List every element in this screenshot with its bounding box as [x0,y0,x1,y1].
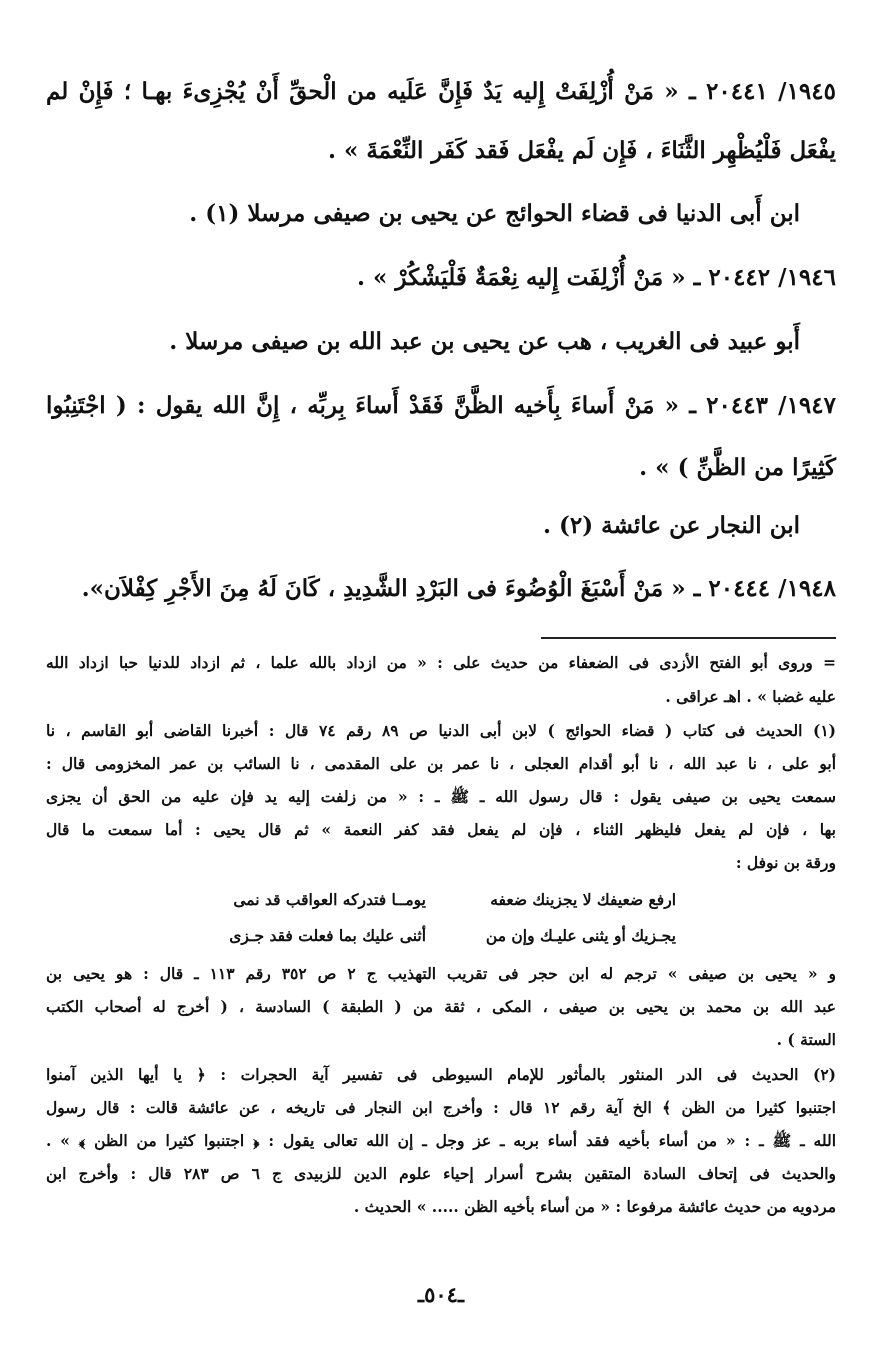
entry-1947-line-1: ١٩٤٧/ ٢٠٤٤٣ ـ « مَنْ أَساءَ بِأَخيه الظَّنَّ فَقَدْ أَساءَ بِربِّه ، إِنَّ الله يقول : ( اجْتَنِبُوا [46,392,836,419]
footnote-2-line-5: مردويه من حديث عائشة مرفوعا : « من أساء بأخيه الظن ..... » الحديث . [353,1197,836,1216]
page-number: ـ٥٠٤ـ [417,1282,465,1307]
footnote-1-line-3: سمعت يحيى بن صيفى يقول : قال رسول الله ـ ﷺ ـ : « من زلفت إليه يد فإن عليه من الحق أن يجزى [46,787,836,806]
footnote-1-line-1: (١) الحديث فى كتاب ( قضاء الحوائج ) لابن أبى الدنيا ص ٨٩ رقم ٧٤ قال : أخبرنا القاضى أبو القاسم ، نا [46,721,836,740]
footnote-1-tail-line-2: عبد الله بن محمد بن يحيى بن صيفى ، المكى ، ثقة من ( الطبقة ) السادسة ، ( أخرج له أصحاب الكتب [46,997,836,1016]
entry-1946-line-1: ١٩٤٦/ ٢٠٤٤٢ ـ « مَنْ أُزْلِفَت إِليه نِعْمَةٌ فَلْيَشْكُرْ » . [357,264,836,291]
entry-1945-line-2: يفْعَل فَلْيُظْهِر الثَّنَاءَ ، فَإِن لَم يفْعَل فَقد كَفَر النِّعْمَةَ » . [327,137,836,164]
footnote-1-tail-line-1: و « يحيى بن صيفى » ترجم له ابن حجر فى تقريب التهذيب ج ٢ ص ٣٥٢ رقم ١١٣ ـ قال : هو يحيى بن [46,964,836,983]
footnote-1-line-4: بها ، فإن لم يفعل فليظهر الثناء ، فإن لم يفعل فقد كفر النعمة » ثم قال يحيى : أما سمعت ما قال [46,820,836,839]
entry-1947-line-2: كَثِيرًا من الظَّنِّ ) » . [639,454,836,481]
footnote-2-line-4: والحديث فى إتحاف السادة المتقين بشرح أسرار إحياء علوم الدين للزبيدى ج ٦ ص ٢٨٣ قال : وأخرج ابن [46,1164,836,1183]
footnote-2-line-1: (٢) الحديث فى الدر المنثور بالمأثور للإمام السيوطى فى تفسير آية الحجرات : ﴿ يا أيها الذين آمنوا [46,1065,836,1084]
poem-line-1-first-hemistich: ارفع ضعيفك لا يجزينك ضعفه [490,890,676,909]
footnote-continuation-line-2: عليه غضبا » . اهـ عراقى . [665,687,836,706]
book-page [46,60,836,1330]
entry-1945-line-1: ١٩٤٥/ ٢٠٤٤١ ـ « مَنْ أُزْلِفَتْ إِليه يَدٌ فَإِنَّ عَلَيه من الْحقِّ أَنْ يُجْزِىءَ بهـا ؛ فَإِنْ لم [46,78,836,105]
entry-1945-source: ابن أَبى الدنيا فى قضاء الحوائج عن يحيى بن صيفى مرسلا (١) . [189,200,800,227]
footnote-continuation-line-1: = وروى أبو الفتح الأزدى فى الضعفاء من حديث على : « من ازداد بالله علما ، ثم ازداد للدنيا حبا ازداد الله [46,653,836,672]
footnote-1-line-2: أبو على ، نا عبد الله ، نا أبو أقدام العجلى ، نا عمر بن على المقدمى ، نا السائب بن عمر المخزومى قال : [46,754,836,773]
poem-line-2-first-hemistich: يجـزيك أو يثنى عليـك وإن من [485,926,676,945]
poem-line-1-second-hemistich: يومــا فتدركه العواقب قد نمى [233,890,426,909]
footnote-2-line-3: الله ـ ﷺ ـ : « من أساء بأخيه فقد أساء بربه ـ عز وجل ـ إن الله تعالى يقول : ﴿ اجتنبوا كثيرا من الظن ﴾ » . [46,1131,836,1150]
entry-1946-source: أَبو عبيد فى الغريب ، هب عن يحيى بن عبد الله بن صيفى مرسلا . [169,328,800,355]
entry-1948-line-1: ١٩٤٨/ ٢٠٤٤٤ ـ « مَنْ أَسْبَغَ الْوُضُوءَ فى البَرْدِ الشَّدِيدِ ، كَانَ لَهُ مِنَ الأَجْرِ كِفْلاَن». [81,575,836,602]
footnote-1-line-5: ورقة بن نوفل : [735,853,836,872]
footnote-1-tail-line-3: الستة ) . [776,1030,836,1049]
footnote-2-line-2: اجتنبوا كثيرا من الظن ﴾ الخ آية رقم ١٢ قال : وأخرج ابن النجار فى تاريخه ، عن عائشة قالت : قال رسول [46,1098,836,1117]
poem-line-2-second-hemistich: أثنى عليك بما فعلت فقد جـزى [229,926,426,945]
entry-1947-source: ابن النجار عن عائشة (٢) . [543,512,800,539]
footnote-separator [541,637,836,639]
